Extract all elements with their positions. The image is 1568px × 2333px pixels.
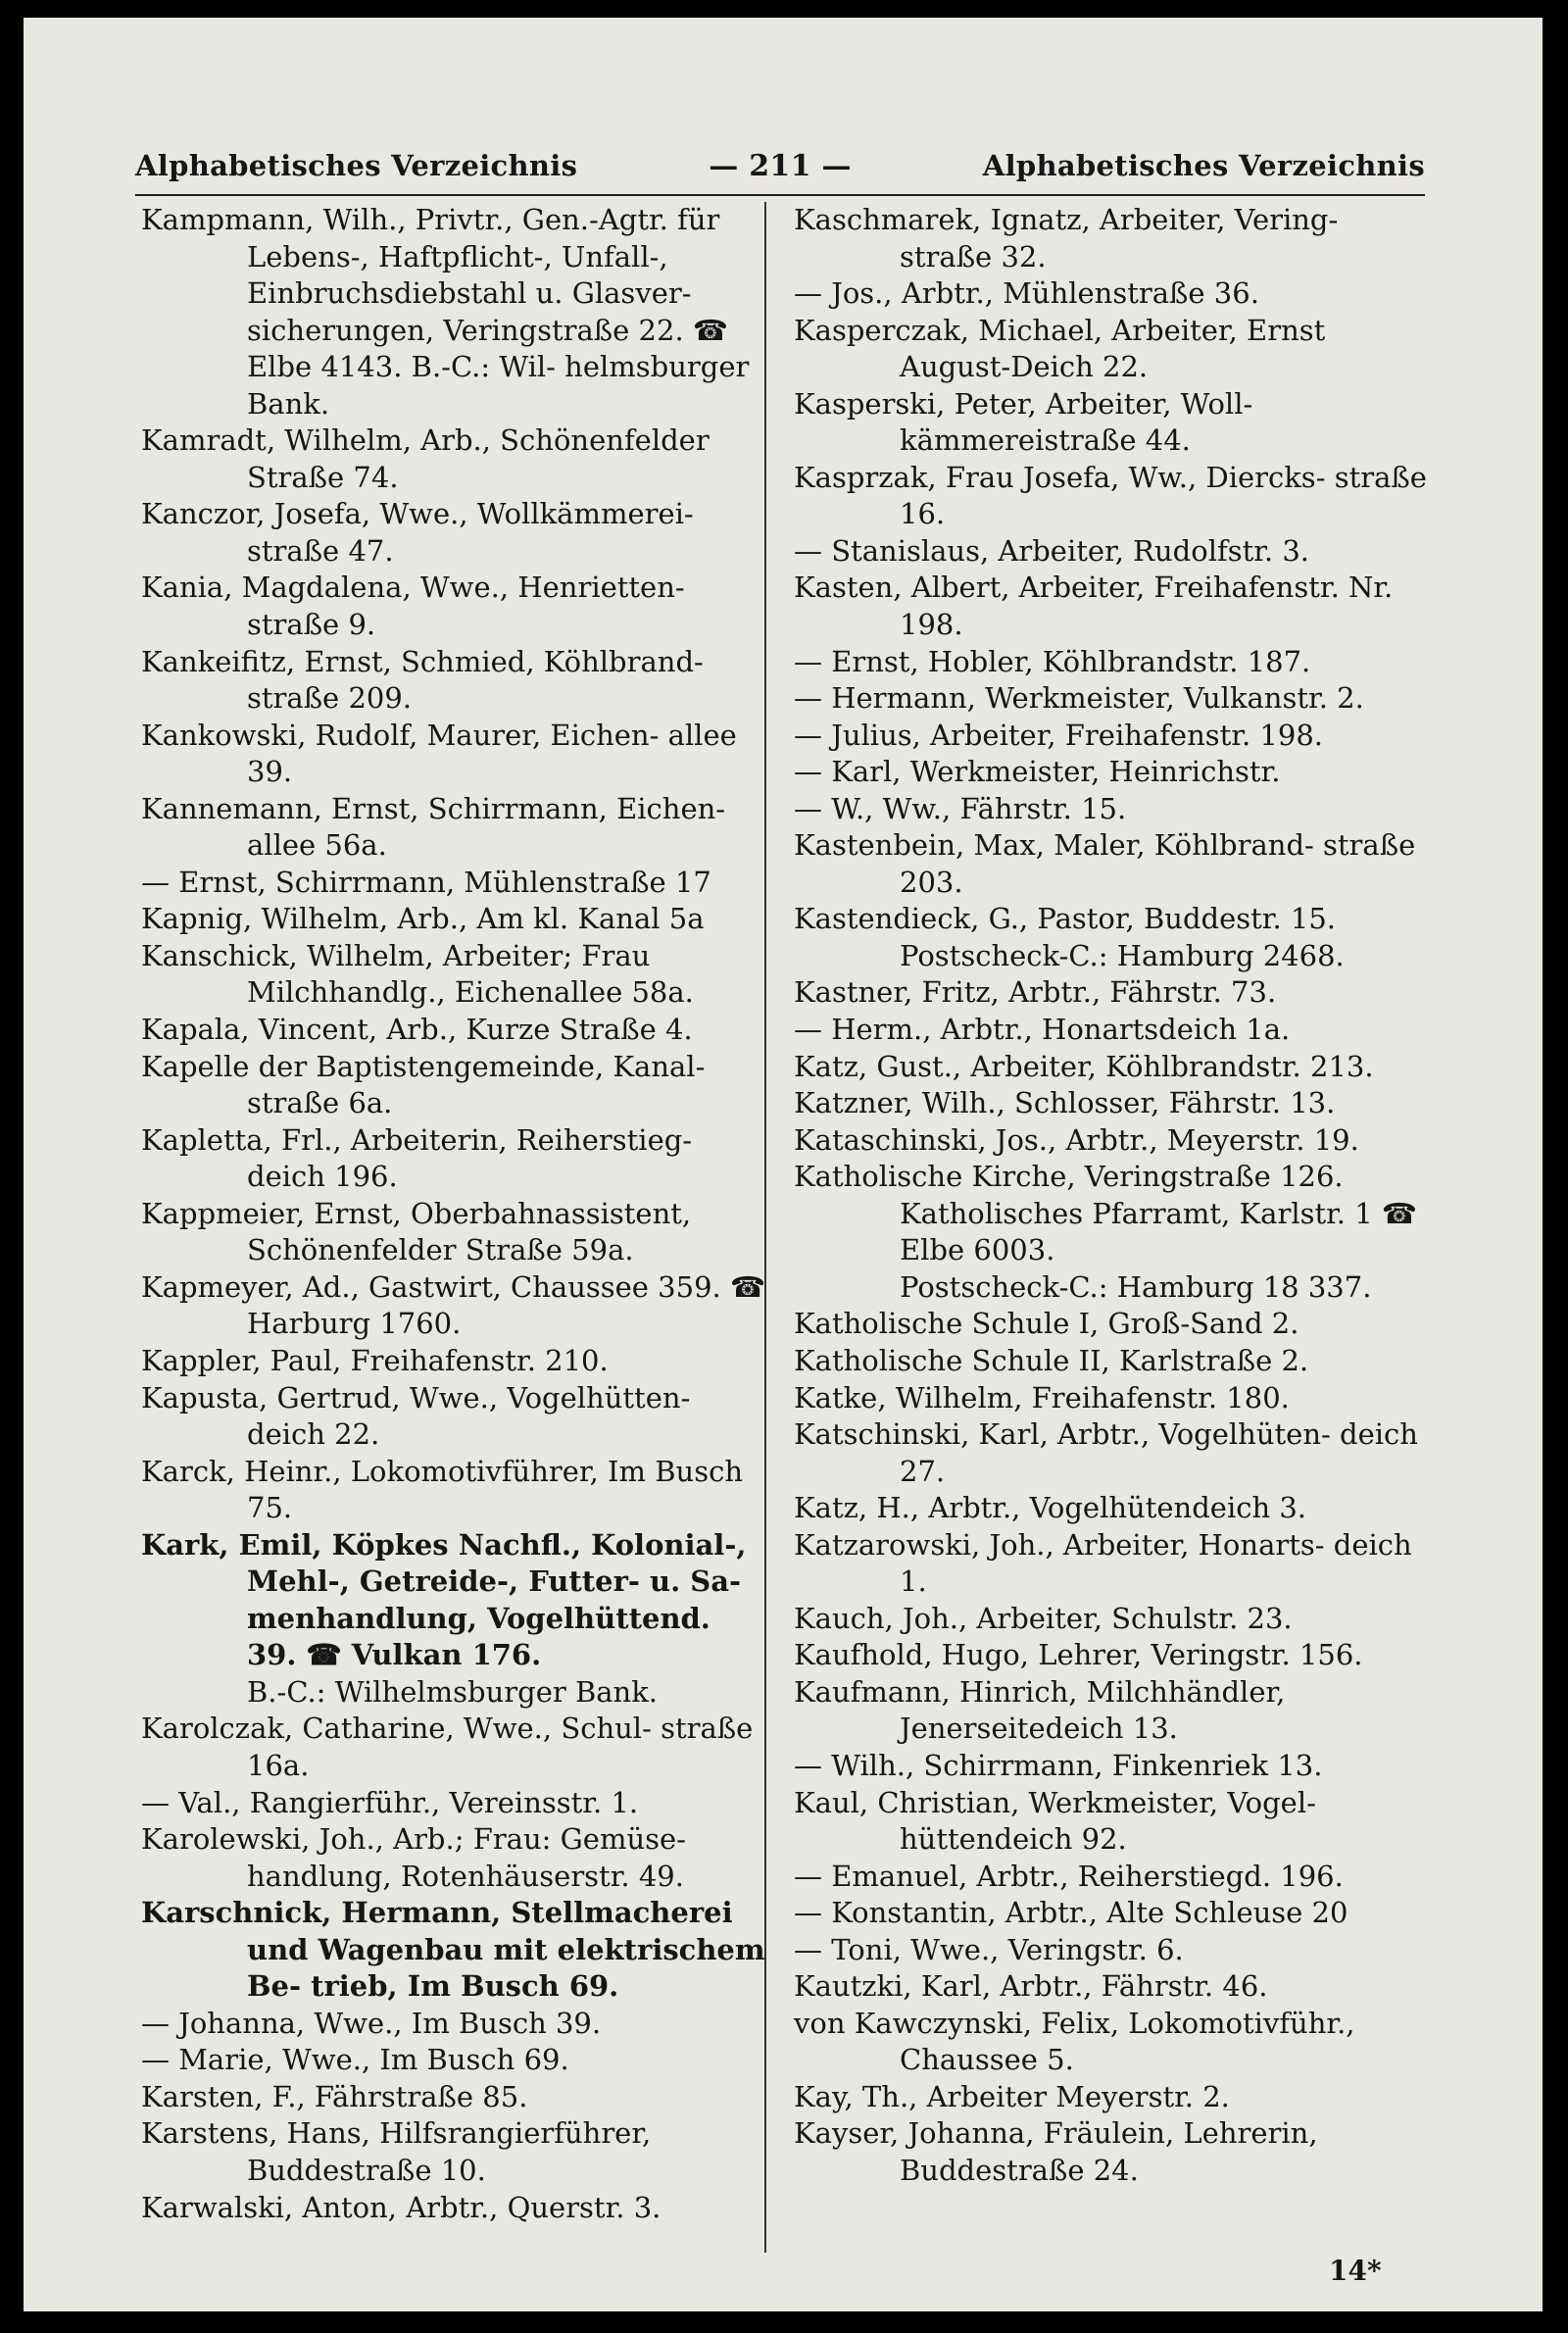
directory-entry: Kapala, Vincent, Arb., Kurze Straße 4. xyxy=(141,1013,693,1047)
directory-entry: Katschinski, Karl, Arbtr., Vogelhüten- deich 27. xyxy=(794,1417,1418,1488)
directory-entry: Katzner, Wilh., Schlosser, Fährstr. 13. xyxy=(794,1086,1336,1120)
directory-entry: Kanschick, Wilhelm, Arbeiter; Frau Milchhandlg., Eichenallee 58a. xyxy=(141,938,694,1010)
page-header xyxy=(135,143,1425,188)
header-rule xyxy=(135,194,1425,196)
directory-entry: Kankowski, Rudolf, Maurer, Eichen- allee 39. xyxy=(141,718,737,789)
directory-entry: — Ernst, Hobler, Köhlbrandstr. 187. xyxy=(794,644,1311,678)
directory-entry: Kapnig, Wilhelm, Arb., Am kl. Kanal 5a xyxy=(141,902,705,936)
directory-entry: — Herm., Arbtr., Honartsdeich 1a. xyxy=(794,1013,1291,1047)
directory-entry: Karck, Heinr., Lokomotivführer, Im Busch 75. xyxy=(141,1454,744,1525)
directory-entry: Karwalski, Anton, Arbtr., Querstr. 3. xyxy=(141,2190,662,2224)
directory-entry: — Jos., Arbtr., Mühlenstraße 36. xyxy=(794,276,1259,311)
directory-entry: Kanczor, Josefa, Wwe., Wollkämmerei- straße 47. xyxy=(141,497,694,568)
header-left-title: Alphabetisches Verzeichnis xyxy=(135,149,578,182)
column-divider xyxy=(764,202,766,2253)
directory-entry: — Toni, Wwe., Veringstr. 6. xyxy=(794,1932,1184,1966)
directory-entry: Postscheck-C.: Hamburg 18 337. xyxy=(900,1269,1372,1304)
directory-entry: Kataschinski, Jos., Arbtr., Meyerstr. 19. xyxy=(794,1122,1359,1157)
directory-entry: — Val., Rangierführ., Vereinsstr. 1. xyxy=(141,1785,639,1819)
directory-page xyxy=(24,18,1543,2311)
directory-entry: Kaufhold, Hugo, Lehrer, Veringstr. 156. xyxy=(794,1638,1363,1672)
directory-entry: Katke, Wilhelm, Freihafenstr. 180. xyxy=(794,1380,1290,1415)
signature-mark: 14* xyxy=(1329,2255,1382,2287)
right-column xyxy=(794,202,1431,2190)
directory-entry: Kay, Th., Arbeiter Meyerstr. 2. xyxy=(794,2079,1230,2113)
directory-entry: B.-C.: Wilhelmsburger Bank. xyxy=(247,1674,659,1709)
directory-entry: Kastendieck, G., Pastor, Buddestr. 15. xyxy=(794,902,1337,936)
directory-entry: Kapelle der Baptistengemeinde, Kanal- straße 6a. xyxy=(141,1049,706,1120)
directory-entry: Katholische Kirche, Veringstraße 126. xyxy=(794,1160,1344,1194)
directory-entry: — Stanislaus, Arbeiter, Rudolfstr. 3. xyxy=(794,533,1310,568)
directory-entry: Kannemann, Ernst, Schirrmann, Eichen- allee 56a. xyxy=(141,791,726,863)
directory-entry: von Kawczynski, Felix, Lokomotivführ., Chaussee 5. xyxy=(794,2006,1355,2077)
directory-entry: — Marie, Wwe., Im Busch 69. xyxy=(141,2043,569,2077)
directory-entry: Kania, Magdalena, Wwe., Henrietten- straße 9. xyxy=(141,571,685,642)
directory-entry: Kapmeyer, Ad., Gastwirt, Chaussee 359. ☎ Harburg 1760. xyxy=(141,1269,766,1341)
directory-entry: Kasperski, Peter, Arbeiter, Woll- kämmereistraße 44. xyxy=(794,386,1253,458)
directory-entry: Kapletta, Frl., Arbeiterin, Reiherstieg- deich 196. xyxy=(141,1122,693,1194)
directory-entry: Kasprzak, Frau Josefa, Ww., Diercks- straße 16. xyxy=(794,460,1427,531)
directory-entry: Katholische Schule I, Groß-Sand 2. xyxy=(794,1307,1299,1341)
directory-entry: Kark, Emil, Köpkes Nachfl., Kolonial-, Mehl-, Getreide-, Futter- u. Sa- menhandlung, Vogelhüttend. 39. ☎ Vulkan 176. xyxy=(141,1527,747,1672)
directory-entry: Katzarowski, Joh., Arbeiter, Honarts- deich 1. xyxy=(794,1527,1412,1599)
directory-entry: Kaul, Christian, Werkmeister, Vogel- hüttendeich 92. xyxy=(794,1785,1316,1857)
directory-entry: Kasten, Albert, Arbeiter, Freihafenstr. Nr. 198. xyxy=(794,571,1394,642)
directory-entry: Kaufmann, Hinrich, Milchhändler, Jenerseitedeich 13. xyxy=(794,1674,1286,1746)
directory-entry: Postscheck-C.: Hamburg 2468. xyxy=(900,938,1345,972)
directory-entry: — Wilh., Schirrmann, Finkenriek 13. xyxy=(794,1748,1323,1782)
directory-entry: Kauch, Joh., Arbeiter, Schulstr. 23. xyxy=(794,1601,1293,1635)
directory-entry: Kamradt, Wilhelm, Arb., Schönenfelder Straße 74. xyxy=(141,423,710,494)
directory-entry: Kaschmarek, Ignatz, Arbeiter, Vering- straße 32. xyxy=(794,203,1339,273)
directory-entry: Karolewski, Joh., Arb.; Frau: Gemüse- handlung, Rotenhäuserstr. 49. xyxy=(141,1822,686,1893)
directory-entry: Kastenbein, Max, Maler, Köhlbrand- straße 203. xyxy=(794,828,1416,899)
directory-entry: Kayser, Johanna, Fräulein, Lehrerin, Buddestraße 24. xyxy=(794,2116,1318,2187)
directory-entry: Kautzki, Karl, Arbtr., Fährstr. 46. xyxy=(794,1969,1268,2004)
directory-entry: — Ernst, Schirrmann, Mühlenstraße 17 xyxy=(141,865,711,899)
directory-entry: Katholisches Pfarramt, Karlstr. 1 ☎ Elbe 6003. xyxy=(900,1196,1418,1267)
directory-entry: — Hermann, Werkmeister, Vulkanstr. 2. xyxy=(794,681,1364,716)
directory-entry: Karolczak, Catharine, Wwe., Schul- straße 16a. xyxy=(141,1712,754,1782)
left-column xyxy=(141,202,768,2226)
directory-entry: Katz, H., Arbtr., Vogelhütendeich 3. xyxy=(794,1491,1307,1525)
directory-entry: — Emanuel, Arbtr., Reiherstiegd. 196. xyxy=(794,1859,1344,1893)
directory-entry: Karstens, Hans, Hilfsrangierführer, Buddestraße 10. xyxy=(141,2116,652,2187)
directory-entry: Kastner, Fritz, Arbtr., Fährstr. 73. xyxy=(794,975,1277,1010)
directory-entry: Kasperczak, Michael, Arbeiter, Ernst August-Deich 22. xyxy=(794,313,1326,384)
directory-entry: Karsten, F., Fährstraße 85. xyxy=(141,2079,528,2113)
directory-entry: — Karl, Werkmeister, Heinrichstr. xyxy=(794,755,1281,789)
directory-entry: Karschnick, Hermann, Stellmacherei und Wagenbau mit elektrischem Be- trieb, Im Busch 69. xyxy=(141,1896,765,2004)
page-number: — 211 — xyxy=(709,148,852,183)
directory-entry: — Julius, Arbeiter, Freihafenstr. 198. xyxy=(794,718,1323,752)
directory-entry: Kankeifitz, Ernst, Schmied, Köhlbrand- straße 209. xyxy=(141,644,704,716)
directory-entry: Kappler, Paul, Freihafenstr. 210. xyxy=(141,1343,609,1377)
directory-entry: — W., Ww., Fährstr. 15. xyxy=(794,791,1127,825)
directory-entry: Kappmeier, Ernst, Oberbahnassistent, Schönenfelder Straße 59a. xyxy=(141,1196,692,1267)
directory-entry: — Johanna, Wwe., Im Busch 39. xyxy=(141,2006,602,2040)
directory-entry: Katholische Schule II, Karlstraße 2. xyxy=(794,1343,1309,1377)
directory-entry: Katz, Gust., Arbeiter, Köhlbrandstr. 213. xyxy=(794,1049,1374,1083)
directory-entry: Kampmann, Wilh., Privtr., Gen.-Agtr. für Lebens-, Haftpflicht-, Unfall-, Einbruchsdiebstahl u. Glasver- sicherungen, Veringstraße 22. ☎ Elbe 4143. B.-C.: Wil- helmsburger Bank. xyxy=(141,203,750,421)
directory-entry: — Konstantin, Arbtr., Alte Schleuse 20 xyxy=(794,1896,1348,1930)
header-right-title: Alphabetisches Verzeichnis xyxy=(982,149,1425,182)
directory-entry: Kapusta, Gertrud, Wwe., Vogelhütten- deich 22. xyxy=(141,1380,691,1452)
